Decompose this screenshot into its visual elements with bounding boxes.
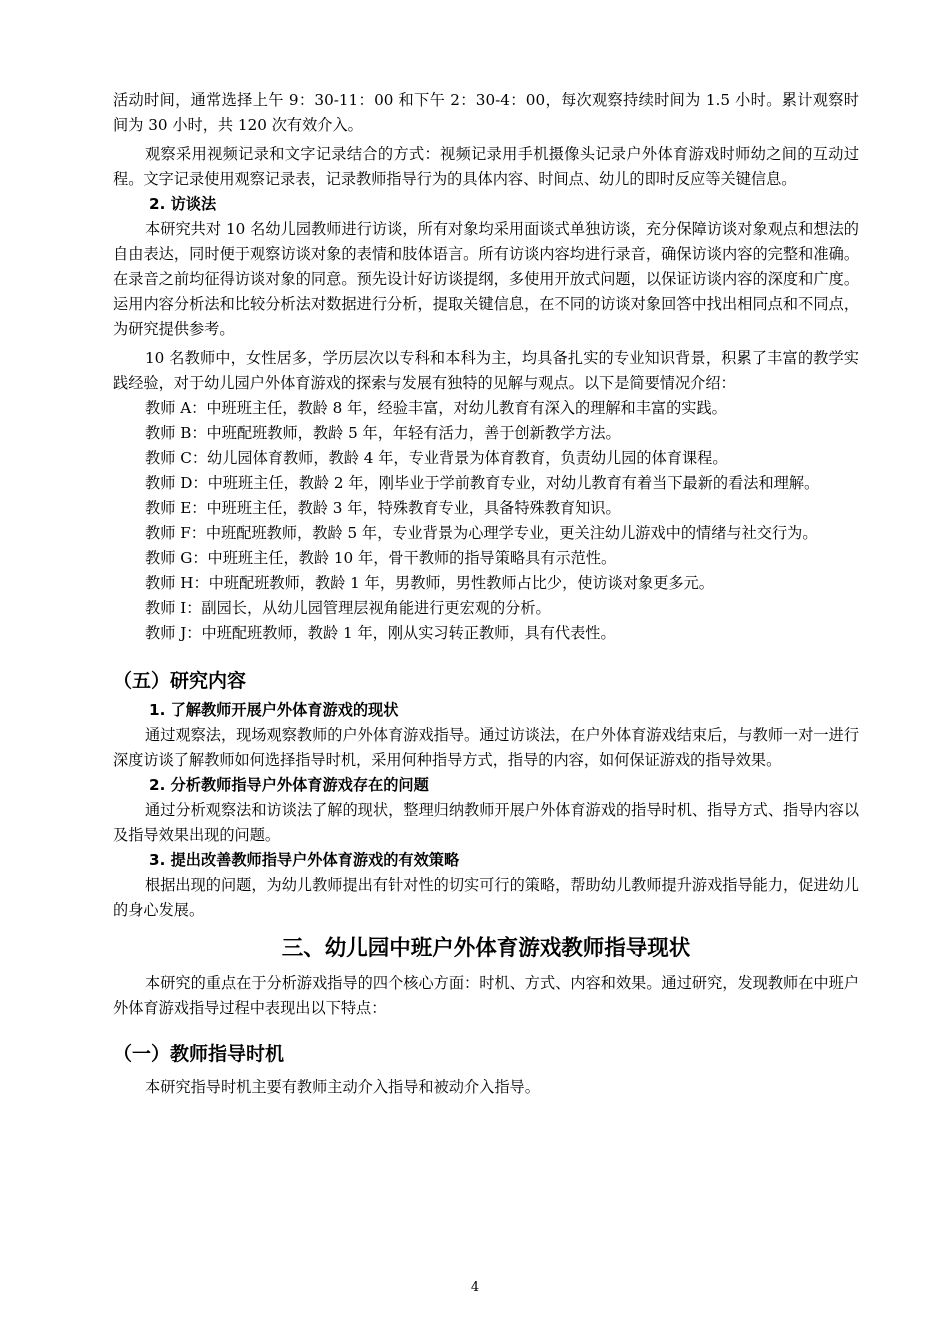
chapter-title: 三、幼儿园中班户外体育游戏教师指导现状 bbox=[281, 936, 691, 961]
teacher-item: 教师 A：中班班主任，教龄 8 年，经验丰富，对幼儿教育有深入的理解和丰富的实践。 bbox=[145, 399, 727, 417]
paragraph-teacher-overview: 10 名教师中，女性居多，学历层次以专科和本科为主，均具备扎实的专业知识背景，积累了丰富的教学实践经验，对于幼儿园户外体育游戏的探索与发展有独特的见解与观点。以下是简要情况介绍： bbox=[113, 349, 859, 392]
section-title-guidance-timing: （一）教师指导时机 bbox=[113, 1043, 285, 1065]
paragraph-strategies: 根据出现的问题，为幼儿教师提出有针对性的切实可行的策略，帮助幼儿教师提升游戏指导能力，促进幼儿的身心发展。 bbox=[113, 876, 859, 919]
teacher-item: 教师 J：中班配班教师，教龄 1 年，刚从实习转正教师，具有代表性。 bbox=[145, 624, 616, 642]
subheading-problems: 2. 分析教师指导户外体育游戏存在的问题 bbox=[149, 776, 429, 794]
paragraph-observation-time: 活动时间，通常选择上午 9：30-11：00 和下午 2：30-4：00，每次观察持续时间为 1.5 小时。累计观察时间为 30 小时，共 120 次有效介入。 bbox=[113, 91, 859, 134]
teacher-item: 教师 H：中班配班教师，教龄 1 年，男教师，男性教师占比少，使访谈对象更多元。 bbox=[145, 574, 714, 592]
page-number: 4 bbox=[470, 1280, 480, 1295]
teacher-item: 教师 F：中班配班教师，教龄 5 年，专业背景为心理学专业，更关注幼儿游戏中的情绪与社交行为。 bbox=[145, 524, 818, 542]
teacher-list bbox=[113, 396, 859, 646]
paragraph-guidance-timing: 本研究指导时机主要有教师主动介入指导和被动介入指导。 bbox=[145, 1078, 540, 1096]
paragraph-problems: 通过分析观察法和访谈法了解的现状，整理归纳教师开展户外体育游戏的指导时机、指导方式、指导内容以及指导效果出现的问题。 bbox=[113, 801, 859, 844]
teacher-item: 教师 C：幼儿园体育教师，教龄 4 年，专业背景为体育教育，负责幼儿园的体育课程。 bbox=[145, 449, 728, 467]
subheading-current-status: 1. 了解教师开展户外体育游戏的现状 bbox=[149, 701, 399, 719]
paragraph-chapter-intro: 本研究的重点在于分析游戏指导的四个核心方面：时机、方式、内容和效果。通过研究，发现教师在中班户外体育游戏指导过程中表现出以下特点： bbox=[113, 974, 859, 1017]
teacher-item: 教师 D：中班班主任，教龄 2 年，刚毕业于学前教育专业，对幼儿教育有着当下最新的看法和理解。 bbox=[145, 474, 820, 492]
teacher-item: 教师 B：中班配班教师，教龄 5 年，年轻有活力，善于创新教学方法。 bbox=[145, 424, 621, 442]
paragraph-current-status: 通过观察法，现场观察教师的户外体育游戏指导。通过访谈法，在户外体育游戏结束后，与教师一对一进行深度访谈了解教师如何选择指导时机，采用何种指导方式，指导的内容，如何保证游戏的指导效果。 bbox=[113, 726, 859, 769]
teacher-item: 教师 G：中班班主任，教龄 10 年，骨干教师的指导策略具有示范性。 bbox=[145, 549, 617, 567]
teacher-item: 教师 I：副园长，从幼儿园管理层视角能进行更宏观的分析。 bbox=[145, 599, 551, 617]
document-page bbox=[113, 88, 859, 1100]
teacher-item: 教师 E：中班班主任，教龄 3 年，特殊教育专业，具备特殊教育知识。 bbox=[145, 499, 621, 517]
subheading-strategies: 3. 提出改善教师指导户外体育游戏的有效策略 bbox=[149, 851, 460, 869]
section-title-research-content: （五）研究内容 bbox=[113, 670, 247, 692]
heading-interview-method: 2. 访谈法 bbox=[149, 195, 217, 213]
paragraph-interview-description: 本研究共对 10 名幼儿园教师进行访谈，所有对象均采用面谈式单独访谈，充分保障访谈对象观点和想法的自由表达，同时便于观察访谈对象的表情和肢体语言。所有访谈内容均进行录音，确保访谈内容的完整和准确。在录音之前均征得访谈对象的同意。预先设计好访谈提纲，多使用开放式问题，以保证访谈内容的深度和广度。运用内容分析法和比较分析法对数据进行分析，提取关键信息，在不同的访谈对象回答中找出相同点和不同点，为研究提供参考。 bbox=[113, 220, 859, 338]
paragraph-observation-method: 观察采用视频记录和文字记录结合的方式：视频记录用手机摄像头记录户外体育游戏时师幼之间的互动过程。文字记录使用观察记录表，记录教师指导行为的具体内容、时间点、幼儿的即时反应等关键信息。 bbox=[113, 145, 859, 188]
